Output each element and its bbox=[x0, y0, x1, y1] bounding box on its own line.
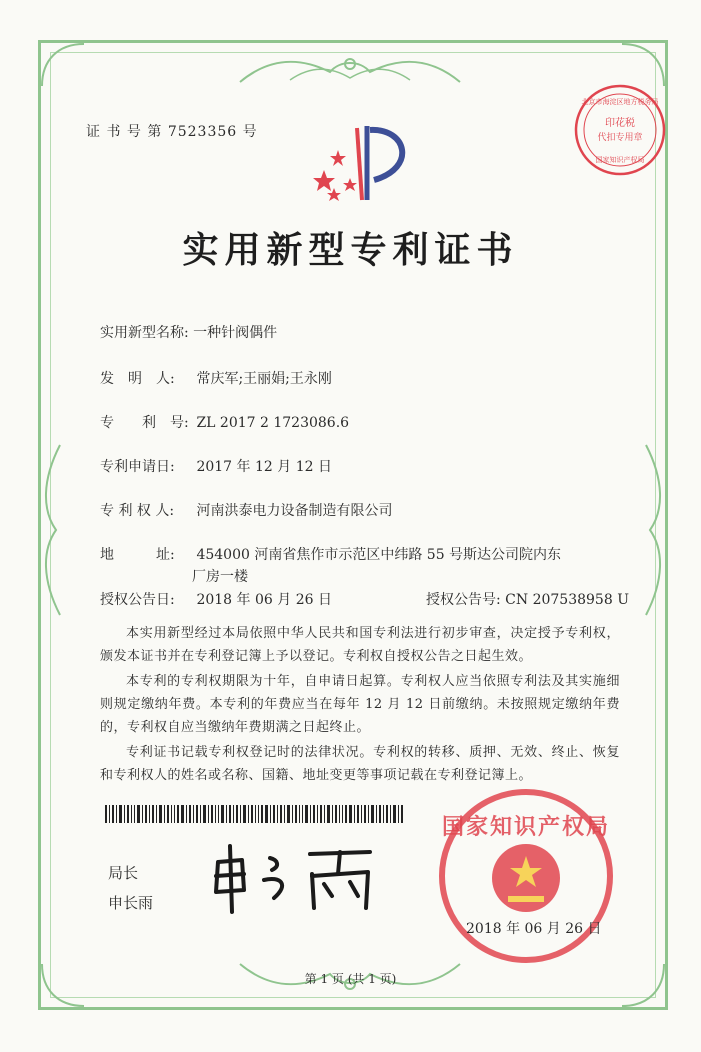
field-grant-number bbox=[426, 589, 629, 609]
field-address bbox=[100, 544, 561, 564]
field-label: 发 明 人: bbox=[100, 371, 175, 387]
field-label: 实用新型名称: bbox=[100, 325, 189, 341]
certificate-number bbox=[86, 121, 258, 141]
field-value: 2018 年 06 月 26 日 bbox=[196, 592, 332, 608]
signatory-name: 申长雨 bbox=[108, 894, 154, 912]
field-label: 地 址: bbox=[100, 547, 175, 563]
field-label: 专 利 号: bbox=[100, 415, 189, 431]
official-seal bbox=[436, 786, 616, 966]
certificate-body bbox=[100, 622, 620, 789]
field-value: 454000 河南省焦作市示范区中纬路 55 号斯达公司院内东 bbox=[196, 547, 562, 563]
field-patent-holder bbox=[100, 500, 392, 520]
field-label: 专利申请日: bbox=[100, 459, 175, 475]
tax-stamp-seal bbox=[572, 82, 668, 178]
page-indicator: 第 1 页 (共 1 页) bbox=[304, 972, 397, 986]
body-paragraph-1: 本实用新型经过本局依照中华人民共和国专利法进行初步审查，决定授予专利权，颁发本证书并在专利登记簿上予以登记。专利权自授权公告之日起生效。 bbox=[100, 626, 620, 664]
field-value: 2017 年 12 月 12 日 bbox=[196, 459, 332, 475]
field-grant-date bbox=[100, 589, 332, 609]
field-address-line2: 厂房一楼 bbox=[192, 569, 248, 585]
field-patent-number bbox=[100, 412, 349, 432]
tax-stamp-top: 北京市海淀区地方税务局 bbox=[581, 98, 659, 106]
tax-stamp-bottom: 国家知识产权局 bbox=[595, 156, 645, 164]
field-label: 专 利 权 人: bbox=[100, 503, 175, 519]
field-value: ZL 2017 2 1723086.6 bbox=[196, 415, 350, 431]
corner-ornament-tl bbox=[38, 40, 88, 90]
certificate-title: 实用新型专利证书 bbox=[182, 229, 519, 271]
field-label: 授权公告日: bbox=[100, 592, 175, 608]
cert-number-suffix: 号 bbox=[242, 124, 258, 140]
field-label: 授权公告号: bbox=[426, 592, 501, 608]
handwritten-signature bbox=[200, 840, 390, 920]
field-filing-date bbox=[100, 456, 332, 476]
tax-stamp-mid1: 印花税 bbox=[605, 118, 635, 129]
barcode-icon bbox=[105, 805, 405, 823]
body-paragraph-2: 本专利的专利权期限为十年，自申请日起算。专利权人应当依照专利法及其实施细则规定缴纳年费。本专利的年费应当在每年 12 月 12 日前缴纳。未按照规定缴纳年费的，专利权自应当缴纳年费期满之日起终止。 bbox=[100, 674, 620, 735]
left-ornament bbox=[40, 440, 66, 620]
right-ornament bbox=[640, 440, 666, 620]
cert-number-label: 证 书 号 第 bbox=[86, 124, 163, 140]
tax-stamp-mid2: 代扣专用章 bbox=[597, 133, 643, 143]
field-utility-name bbox=[100, 322, 277, 342]
top-ornament bbox=[230, 52, 470, 86]
seal-date: 2018 年 06 月 26 日 bbox=[466, 921, 602, 937]
signatory-title: 局长 bbox=[108, 864, 139, 882]
body-paragraph-3: 专利证书记载专利权登记时的法律状况。专利权的转移、质押、无效、终止、恢复和专利权人的姓名或名称、国籍、地址变更等事项记载在专利登记簿上。 bbox=[100, 745, 620, 783]
field-value: 常庆军;王丽娟;王永刚 bbox=[196, 371, 332, 387]
field-value: 河南洪泰电力设备制造有限公司 bbox=[196, 503, 393, 519]
patent-office-emblem-icon bbox=[312, 118, 422, 208]
field-value: 一种针阀偶件 bbox=[193, 325, 278, 341]
cert-number-value: 7523356 bbox=[167, 124, 238, 140]
field-value: CN 207538958 U bbox=[505, 592, 629, 608]
field-inventor bbox=[100, 368, 332, 388]
official-seal-ring-text: 国家知识产权局 bbox=[441, 814, 611, 840]
